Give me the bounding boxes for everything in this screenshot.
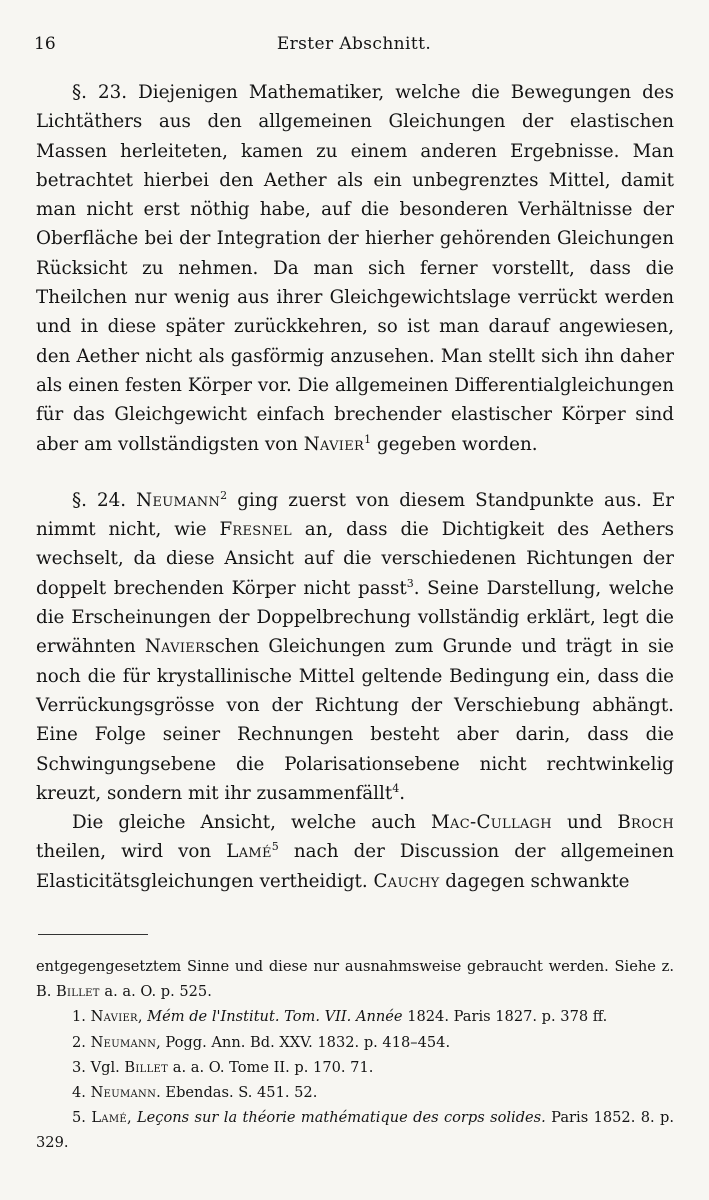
text-run: ging zuerst von diesem Standpunkte aus. Er nimmt nicht, wie: [36, 489, 674, 541]
text-run: an, dass die Dichtigkeit des Aethers wechselt, da diese Ansicht auf die verschiedenen Richtungen der doppelt brechenden Körper nicht passt: [36, 519, 674, 599]
text-run: .: [399, 782, 405, 804]
author-name: Lamé: [91, 1109, 127, 1127]
author-name: Navier: [90, 1008, 138, 1026]
text-run: theilen, wird von: [36, 841, 227, 863]
text-run: §. 23. Diejenigen Mathematiker, welche die Bewegungen des Lichtäthers aus den allgemeinen Gleichungen der elastischen Massen herleiteten, kamen zu einem anderen Ergebnisse. Man betrachtet hierbei den Aether als ein unbegrenztes Mittel, damit man nicht erst nöthig habe, auf die besonderen Verhältnisse der Oberfläche bei der Integration der hierher gehörenden Gleichungen Rücksicht zu nehmen. Da man sich ferner vorstellt, dass die Theilchen nur wenig aus ihrer Gleichgewichtslage verrückt werden und in diese später zurückkehren, so ist man darauf angewiesen, den Aether nicht als gasförmig anzusehen. Man stellt sich ihn daher als einen festen Körper vor. Die allgemeinen Differentialgleichungen für das Gleichgewicht einfach brechender elastischer Körper sind aber am vollständigsten von: [36, 82, 674, 455]
text-run: und: [551, 812, 618, 834]
footnote: [36, 1055, 674, 1080]
text-run: 2.: [72, 1033, 91, 1051]
author-name: Neumann: [90, 1084, 157, 1102]
paragraph: [36, 78, 674, 459]
footnote-ref: 4: [392, 781, 400, 795]
text-run: , Pogg. Ann. Bd. XXV. 1832. p. 418–454.: [156, 1033, 451, 1051]
text-run: ,: [137, 1008, 148, 1026]
author-name: Mac-Cullagh: [431, 812, 552, 834]
text-run: §. 24.: [72, 489, 137, 511]
text-run: . Ebendas. S. 451. 52.: [156, 1084, 318, 1102]
author-name: Lamé: [226, 841, 272, 863]
text-run: dagegen schwankte: [439, 870, 630, 892]
cited-title: Leçons sur la théorie mathématique des corps solides.: [136, 1109, 546, 1127]
footnote-ref: 3: [406, 576, 414, 590]
text-run: 1.: [72, 1008, 91, 1026]
text-run: 3. Vgl.: [72, 1058, 125, 1076]
author-name: Billet: [56, 983, 100, 1001]
text-run: gegeben worden.: [371, 433, 538, 455]
footnote: [36, 1004, 674, 1029]
page-number: 16: [34, 34, 56, 54]
author-name: Navier: [303, 433, 365, 455]
footnote: [36, 1105, 674, 1155]
text-run: a. a. O. Tome II. p. 170. 71.: [168, 1058, 374, 1076]
footnote-ref: 2: [220, 488, 228, 502]
text-run: 4.: [72, 1084, 91, 1102]
author-name: Fresnel: [219, 519, 292, 541]
cited-title: Mém de l'Institut. Tom. VII. Année: [147, 1008, 403, 1026]
text-run: entgegengesetztem Sinne und diese nur ausnahmsweise gebraucht werden. Siehe z. B.: [36, 958, 674, 1001]
text-run: a. a. O. p. 525.: [99, 983, 212, 1001]
footnote: [36, 1030, 674, 1055]
footnote: [36, 954, 674, 1004]
footnote-ref: 5: [271, 840, 279, 854]
text-run: ,: [126, 1109, 137, 1127]
text-run: Die gleiche Ansicht, welche auch: [72, 812, 432, 834]
footnotes: [36, 954, 674, 1156]
author-name: Broch: [617, 812, 674, 834]
text-run: nach der Discussion der allgemeinen Elasticitätsgleichungen vertheidigt.: [36, 841, 675, 892]
footnote: [36, 1080, 674, 1105]
text-run: . Seine Darstellung, welche die Erscheinungen der Doppelbrechung vollständig erklärt, legt die erwähnten: [36, 577, 674, 658]
text-run: 1824. Paris 1827. p. 378 ff.: [402, 1008, 608, 1026]
author-name: Billet: [124, 1058, 169, 1076]
paragraph: [36, 486, 674, 808]
footnote-ref: 1: [364, 432, 372, 446]
text-run: Paris 1852. 8. p. 329.: [36, 1109, 674, 1152]
author-name: Cauchy: [373, 870, 440, 892]
author-name: Navier: [144, 636, 206, 658]
author-name: Neumann: [90, 1033, 157, 1051]
running-head: Erster Abschnitt.: [276, 34, 432, 54]
text-run: schen Gleichungen zum Grunde und trägt in sie noch die für krystallinische Mittel geltende Bedingung ein, dass die Verrückungsgrösse von der Richtung der Verschiebung abhängt. Eine Folge seiner Rechnungen besteht aber darin, dass die Schwingungsebene die Polarisationsebene nicht rechtwinkelig kreuzt, sondern mit ihr zusammenfällt: [36, 636, 674, 804]
page-header: [34, 34, 674, 60]
body-text: [36, 78, 674, 896]
author-name: Neumann: [136, 489, 221, 511]
footnote-rule: [38, 934, 148, 935]
paragraph: [36, 808, 674, 896]
text-run: 5.: [72, 1109, 92, 1127]
